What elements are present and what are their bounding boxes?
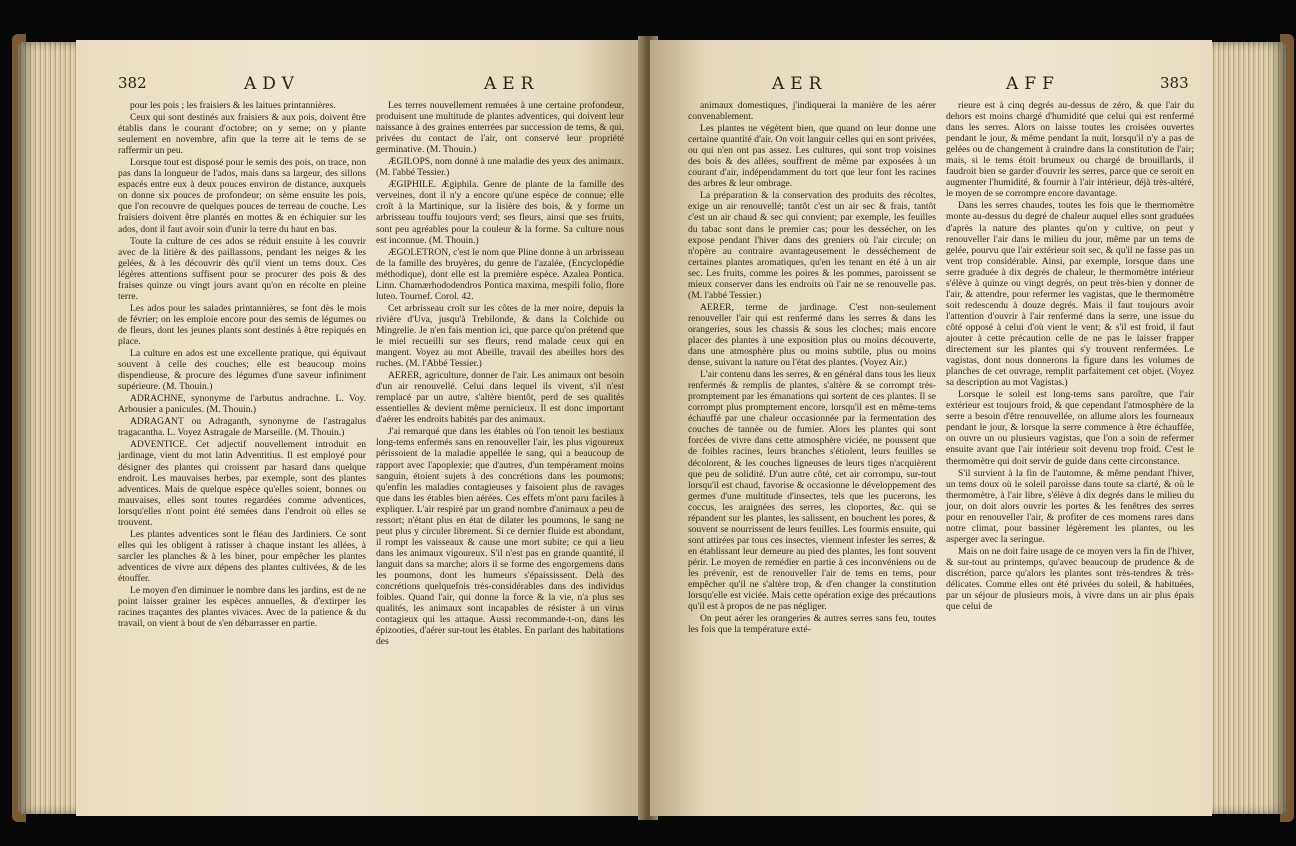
- paragraph: Les plantes ne végètent bien, que quand on leur donne une certaine quantité d'air. On voit languir celles qui en sont privées, ou qui n'en ont pas assez. Les cultures, qui sont trop voisines des bois & des allées, souffrent de même par exposées à un courant d'air, indépendamment du tort que leur font les racines des arbres & leur ombrage.: [688, 123, 936, 190]
- paragraph: L'air contenu dans les serres, & en général dans tous les lieux renfermés & remplis de plantes, s'altère & se corrompt très-promptement par les émanations qui sortent de ces plantes. Il se corrompt plus promptement encore, lorsqu'il est en même-tems échauffé par une chaleur occasionnée par la fermentation des couches de tannée ou de fumier. Alors les plantes qui sont forcées de vivre dans cette atmosphère viciée, ne poussent que de foibles racines, leurs branches s'étiolent, leurs feuilles se décolorent, & les couches ligneuses de leurs tiges n'acquièrent que peu de solidité. D'un autre côté, cet air corrompu, sur-tout lorsqu'il est chaud, favorise & occasionne le développement des germes d'une multitude d'insectes, tels que les pucerons, les coccus, les araignées des serres, les cloportes, &c. qui se répandent sur les plantes, les salissent, en bouchent les pores, & souvent se nourrissent de leurs feuilles. Les fourmis ensuite, qui sont attirées par tous ces insectes, viennent infester les serres, & en établissant leur demeure au pied des plantes, les font souvent périr. Le moyen de remédier en partie à ces inconvéniens ou de les prévenir, est de renouveller l'air de tems en tems, pour empêcher qu'il ne s'altère trop, & d'en changer la constitution lorsqu'elle est viciée. Mais cette opération exige des précautions qu'il est à propos de ne pas négliger.: [688, 369, 936, 613]
- paragraph: Cet arbrisseau croît sur les côtes de la mer noire, depuis la rivière d'Uva, jusqu'à Trebilonde, & dans la Colchide ou Mingrelie. Je n'en fais mention ici, que parce qu'on prétend que le miel recueilli sur ses fleurs, rend malade ceux qui en mangent. Voyez au mot Abeille, travail des abeilles hors des ruches. (M. l'Abbé Tessier.): [376, 302, 624, 370]
- paragraph: La culture en ados est une excellente pratique, qui équivaut souvent à celle des couches; elle est beaucoup moins dispendieuse, & procure des légumes d'une saveur infiniment supérieure. (M. Thouin.): [118, 348, 366, 393]
- paragraph: rieure est à cinq degrés au-dessus de zéro, & que l'air du dehors est moins chargé d'humidité que celui qui est renfermé dans les serres. Alors on laisse toutes les croisées ouvertes pendant le jour, & même pendant la nuit, lorsqu'il n'y a pas de gelées ou de changement à craindre dans la constitution de l'air; mais, si le tems étoit brumeux ou chargé de brouillards, il faudroit bien se garder d'ouvrir les serres, parce que ce seroit en augmenter l'humidité, & fournir à l'air intérieur, déjà très-altéré, le moyen de se corrompre encore davantage.: [946, 100, 1194, 200]
- paragraph: Toute la culture de ces ados se réduit ensuite à les couvrir avec de la litière & des paillassons, pendant les neiges & les gelées, & à les découvrir dès qu'il vient un tems doux. Ces légères attentions suffisent pour se procurer des pois & des fraises quinze ou vingt jours avant qu'on en récolte en pleine terre.: [118, 235, 366, 302]
- paragraph: Dans les serres chaudes, toutes les fois que le thermomètre monte au-dessus du degré de chaleur auquel elles sont graduées d'après la nature des plantes qu'on y cultive, on peut y renouveller l'air dans le milieu du jour, même par un tems de gelée, pourvu que l'air extérieur soit sec, & qu'il ne fasse pas un vent trop considérable. Ainsi, par exemple, lorsque dans une serre graduée à dix degrés de chaleur, le thermomètre intérieur s'élève à quinze ou vingt degrés, on peut très-bien y donner de l'air, & attendre, pour refermer les vagistas, que le thermomètre soit redescendu à douze degrés. Mais il faut toujours avoir l'attention d'ouvrir à l'air renfermé dans la serre, une issue du côté opposé à celui d'où vient le vent; & s'il est froid, il faut ajouter à cette précaution celle de ne pas le laisser frapper directement sur les plantes qui s'y trouvent renfermées. Le vagistas, dont nous donnerons la figure dans les volumes de planches de cet ouvrage, remplit parfaitement cet objet. (Voyez sa description au mot Vagistas.): [946, 200, 1194, 389]
- text-column-1: [688, 100, 936, 635]
- paragraph: Les terres nouvellement remuées à une certaine profondeur, produisent une multitude de plantes adventices, qui doivent leur naissance à des graines enterrées par succession de tems, & qui, privées du contact de l'air, ont conservé leur propriété germinative. (M. Thouin.): [376, 100, 624, 156]
- paragraph: pour les pois ; les fraisiers & les laitues printannières.: [130, 100, 336, 111]
- entry-aerer: AERER, agriculture, donner de l'air. Les animaux ont besoin d'un air renouvellé. Celui dans lequel ils vivent, s'il n'est remplacé par un autre, s'altère bientôt, perd de ses qualités essentielles & devient même pernicieux. Il est donc important d'aérer les endroits habités par des animaux.: [376, 370, 624, 426]
- text-column-2: [376, 100, 624, 647]
- left-page-edges: [18, 42, 80, 814]
- right-page-edges: [1206, 42, 1286, 814]
- running-head-right: AER: [484, 74, 540, 94]
- text-column-2: [946, 100, 1194, 612]
- paragraph: La préparation & la conservation des produits des récoltes, exige un air renouvellé; tantôt c'est un air sec & frais, tantôt c'est un air chaud & sec qui convient; par exemple, les feuilles du tabac sont dans le premier cas; pour les dessécher, on les expose pendant l'hiver dans des greniers où l'air circule; on n'opère au contraire avantageusement le desséchement de certaines plantes aromatiques, qu'en les tenant en été à un air sec. Les fruits, comme les poires & les pommes, paroissent se mieux conserver dans les endroits où l'air ne se renouvelle pas. (M. l'abbé Tessier.): [688, 190, 936, 301]
- left-page: [76, 40, 646, 816]
- open-book: [18, 28, 1286, 820]
- entry-adventice: ADVENTICE. Cet adjectif nouvellement introduit en jardinage, vient du mot latin Adventitius. Il est employé pour désigner des plantes qui croissent par hasard dans quelque endroit. Les mauvaises herbes, par exemple, sont des plantes adventices. Mais de quelque espèce qu'elles soient, bonnes ou mauvaises, elles sont toutes regardées comme adventices, lorsqu'elles n'ont point été semées dans l'endroit où elles se trouvent.: [118, 439, 366, 528]
- running-head-right: AFF: [1006, 74, 1060, 94]
- page-number: 382: [118, 74, 147, 92]
- paragraph: Ceux qui sont destinés aux fraisiers & aux pois, doivent être établis dans le courant d'octobre; on y seme; on y plante seulement en novembre, afin que la terre ait le tems de se raffermir un peu.: [118, 112, 366, 157]
- paragraph: J'ai remarqué que dans les étables où l'on tenoit les bestiaux long-tems enfermés sans en renouveller l'air, les plus vigoureux périssoient de la maladie appellée le sang, qui a beaucoup de rapport avec l'apoplexie; que d'autres, d'un tempérament moins sanguin, étoient sujets à des concrétions dans les poumons; qu'enfin les maladies contagieuses y faisoient plus de ravages que dans les étables bien aérées. Ces effets m'ont paru faciles à expliquer. L'air respiré par un grand nombre d'animaux a peu de ressort; n'étant plus en état de dilater les poumons, le sang ne peut plus y circuler librement. Si ce dernier fluide est abondant, il rompt les vaisseaux & cause une mort subite; ce qui a lieu dans les animaux vigoureux. S'il n'est pas en grande quantité, il languit dans sa marche; alors il se forme des engorgemens dans les poumons, dont les humeurs s'épaississent. Delà des concrétions quelquefois très-considérables dans des individus foibles. Quand l'air, qui donne la force & la vie, n'a plus ses qualités, les animaux sont incapables de résister à un virus contagieux qui les attaque. Aussi recommande-t-on, dans les épizooties, d'aérer sur-tout les étables. En parlant des habitations des: [376, 426, 624, 648]
- paragraph: Mais on ne doit faire usage de ce moyen vers la fin de l'hiver, & sur-tout au printemps, qu'avec beaucoup de prudence & de discrétion, parce qu'alors les plantes sont très-tendres & très-délicates. Comme elles ont été privées du soleil, & habituées, par un séjour de plusieurs mois, à vivre dans un air plus épais que celui de: [946, 545, 1194, 613]
- running-head-left: AER: [772, 74, 828, 94]
- entry-aegiphile: ÆGIPHILE. Ægiphila. Genre de plante de la famille des verveines, dont il n'y a encore qu'une espèce de connue; elle croît à la Martinique, sur la lisière des bois, & y forme un arbrisseau touffu toujours verd; ses fleurs, ainsi que ses fruits, sont peu agréables pour la couleur & la forme. Sa culture nous est inconnue. (M. Thouin.): [376, 179, 624, 246]
- paragraph: Les plantes adventices sont le fléau des Jardiniers. Ce sont elles qui les obligent à ratisser à chaque instant les allées, à sarcler les planches & à les biner, pour empêcher les plantes adventices de vivre aux dépens des plantes cultivées, & de les étouffer.: [118, 528, 366, 584]
- paragraph: Lorsque tout est disposé pour le semis des pois, on trace, non pas dans la longueur de l'ados, mais dans sa largeur, des sillons espacés entre eux à deux pouces environ de distance, auxquels on donne six pouces de profondeur; on sème ensuite les pois, que l'on recouvre de quelques pouces de terreau de couche. Les fraisiers doivent être plantés en mottes & en échiquier sur les ados, dont il faut avoir soin d'unir la terre du haut en bas.: [118, 157, 366, 235]
- right-page: [650, 40, 1212, 816]
- running-head-left: ADV: [244, 74, 300, 94]
- paragraph: animaux domestiques, j'indiquerai la manière de les aérer convenablement.: [688, 100, 936, 123]
- page-number: 383: [1160, 74, 1189, 92]
- paragraph: S'il survient à la fin de l'automne, & même pendant l'hiver, un tems doux où le soleil paroisse dans toute sa clarté, & où le thermomètre, à l'air libre, s'élève à dix degrés dans le milieu du jour, on doit alors ouvrir les portes & les fenêtres des serres pour en renouveller l'air, & profiter de ces momens rares dans notre climat, pour bassiner légèrement les plantes, ou les asperger avec la seringue.: [946, 467, 1194, 545]
- entry-aerer-jardinage: AERER, terme de jardinage. C'est non-seulement renouveller l'air qui est renfermé dans les serres & dans les orangeries, sous les chassis & sous les cloches; mais encore placer des plantes à une exposition plus ou moins découverte, dans une atmosphère plus ou moins subtile, plus ou moins dense, suivant la nature ou l'état des plantes. (Voyez Air.): [688, 301, 936, 369]
- paragraph: On peut aérer les orangeries & autres serres sans feu, toutes les fois que la température exté-: [688, 613, 936, 636]
- paragraph: Lorsque le soleil est long-tems sans paroître, que l'air extérieur est toujours froid, & que cependant l'atmosphère de la serre a besoin d'être renouvellée, on allume alors les fourneaux pendant le jour, & lorsque la serre commence à être échauffée, on ouvre un ou plusieurs vagistas, que l'on a soin de refermer ensuite avant que l'air intérieur soit devenu trop froid. C'est le thermomètre qui doit servir de guide dans cette circonstance.: [946, 389, 1194, 467]
- entry-adrachne: ADRACHNE, synonyme de l'arbutus andrachne. L. Voy. Arbousier a panicules. (M. Thouin.): [118, 393, 366, 416]
- paragraph: Les ados pour les salades printannières, se font dès le mois de février; on les emploie encore pour des semis de légumes ou de fleurs, dont les jeunes plants sont destinés à être repiqués en place.: [118, 302, 366, 347]
- text-column-1: [118, 100, 366, 629]
- entry-adragant: ADRAGANT ou Adraganth, synonyme de l'astragalus tragacantha. L. Voyez Astragale de Marseille. (M. Thouin.): [118, 416, 366, 439]
- entry-aegilops: ÆGILOPS, nom donné à une maladie des yeux des animaux. (M. l'abbé Tessier.): [376, 156, 624, 179]
- entry-aegoletron: ÆGOLETRON, c'est le nom que Pline donne à un arbrisseau de la famille des bruyères, du genre de l'azalée, (Encyclopédie méthodique), dont elle est la première espèce. Azalea Pontica. Linn. Chamærhododendros Pontica maxima, mespili folio, flore luteo. Tournef. Corol. 42.: [376, 246, 624, 302]
- paragraph: Le moyen d'en diminuer le nombre dans les jardins, est de ne point laisser grainer les espèces annuelles, & d'extirper les racines traçantes des plantes vivaces. Avec de la patience & du travail, on vient à bout de s'en débarrasser en partie.: [118, 585, 366, 630]
